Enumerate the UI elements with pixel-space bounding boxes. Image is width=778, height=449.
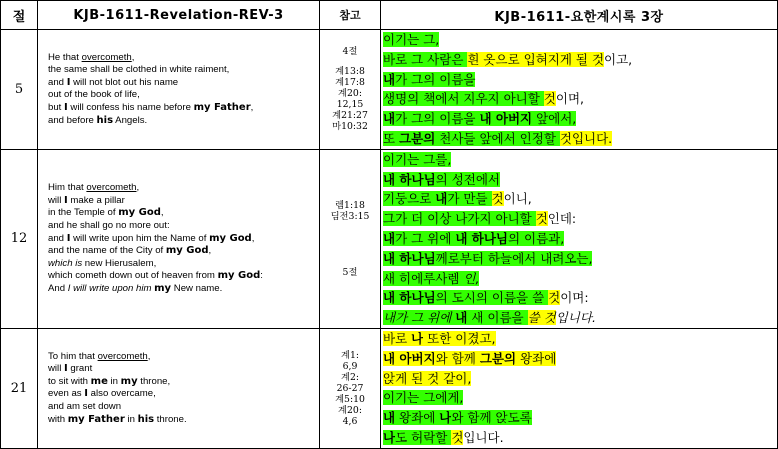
english-line — [48, 195, 319, 208]
text-segment: even as — [48, 388, 85, 400]
text-segment: Angels. — [113, 114, 148, 126]
text-segment: 인데: — [547, 211, 577, 227]
text-segment: 앉게 된 것 같이, — [383, 370, 472, 386]
text-segment: 가 그의 이름을 — [395, 71, 476, 87]
english-line — [48, 52, 319, 65]
text-segment: will — [48, 363, 64, 375]
text-segment: , — [131, 51, 135, 63]
text-segment: grant — [67, 363, 93, 375]
english-line — [48, 77, 319, 90]
text-segment: 내 — [383, 111, 396, 127]
text-segment: 와 함께 앉도록 — [451, 410, 532, 426]
text-segment: and before — [48, 114, 97, 126]
verse-column-header: 절 — [1, 1, 38, 30]
english-line — [48, 258, 319, 271]
korean-text — [381, 30, 778, 150]
text-segment: 것 — [548, 290, 561, 306]
text-segment: 흰 옷으로 입혀지게 될 것 — [467, 51, 605, 67]
korean-line — [383, 288, 777, 308]
korean-line — [383, 209, 777, 229]
english-line — [48, 115, 319, 128]
korean-line — [383, 269, 777, 289]
text-segment: : — [260, 270, 263, 282]
reference-line: 계20: — [338, 88, 362, 100]
text-segment: me — [90, 375, 108, 387]
reference-line: 5절 — [342, 266, 358, 278]
text-segment: overcometh — [97, 350, 148, 362]
text-segment: 인, — [463, 270, 480, 286]
reference-line: 계5:10 — [335, 393, 365, 405]
text-segment: 내 하나님 — [383, 250, 436, 266]
text-segment: New name. — [171, 282, 223, 294]
text-segment: 내 — [383, 71, 396, 87]
korean-line — [383, 189, 777, 209]
text-segment: my God — [217, 270, 261, 282]
text-segment: 새 히에루사렘 — [383, 270, 464, 286]
text-segment: 생명의 책에서 지우지 아니할 — [383, 91, 544, 107]
text-segment: 이기는 그, — [383, 32, 440, 47]
english-line — [48, 270, 319, 283]
verse-number: 5 — [1, 30, 38, 150]
text-segment: 나 — [439, 410, 452, 426]
text-segment: 내 — [383, 410, 396, 426]
text-segment: 의 성전에서 — [435, 171, 501, 187]
text-segment: 내 — [455, 310, 468, 326]
text-segment: 내 아버지 — [383, 350, 436, 366]
english-text — [38, 30, 320, 150]
english-line — [48, 182, 319, 195]
reference-spacer — [320, 240, 380, 249]
korean-line — [383, 150, 777, 170]
english-line — [48, 363, 319, 376]
text-segment: 또 — [383, 130, 400, 146]
reference-line: 렘1:18 — [335, 199, 365, 211]
english-line — [48, 388, 319, 401]
text-segment: , — [250, 101, 254, 113]
text-segment: throne, — [137, 375, 171, 387]
text-segment: , — [147, 350, 151, 362]
text-segment: my God — [209, 232, 252, 244]
text-segment: and — [48, 76, 67, 88]
text-segment: He that — [48, 51, 82, 63]
korean-line — [383, 30, 777, 50]
text-segment: I — [66, 76, 71, 88]
text-segment: 이기는 그를, — [383, 151, 452, 167]
text-segment: 쓸 것 — [527, 310, 556, 326]
cross-references — [320, 149, 381, 328]
text-segment: 내 하나님 — [383, 171, 436, 187]
verse-number: 12 — [1, 149, 38, 328]
english-line — [48, 401, 319, 414]
text-segment: 또한 이겼고, — [423, 330, 496, 346]
english-line — [48, 376, 319, 389]
header-row — [1, 1, 778, 30]
text-segment: I — [66, 232, 71, 244]
reference-line: 6,9 — [342, 360, 358, 372]
text-segment: 내 하나님 — [455, 230, 508, 246]
text-segment: his — [137, 413, 155, 425]
text-segment: 천사들 앞에서 인정할 — [435, 130, 560, 146]
text-segment: my Father — [193, 101, 251, 113]
english-line — [48, 102, 319, 115]
reference-line: 4절 — [342, 46, 358, 58]
text-segment: my Father — [67, 413, 125, 425]
text-segment: my — [120, 375, 138, 387]
korean-line — [383, 109, 777, 129]
cross-references — [320, 30, 381, 150]
reference-line: 딤전3:15 — [330, 210, 370, 222]
text-segment: which is — [48, 257, 83, 269]
text-segment: my God — [165, 245, 209, 257]
text-segment: 그분의 — [479, 350, 517, 366]
text-segment: 것입니다. — [559, 130, 613, 146]
text-segment: will confess his name before — [67, 101, 194, 113]
text-segment: and the name of the City of — [48, 245, 166, 257]
text-segment: I — [84, 388, 89, 400]
text-segment: I — [64, 101, 68, 113]
korean-line — [383, 229, 777, 249]
text-segment: 새 이름을 — [467, 310, 528, 326]
text-segment: in the Temple of — [48, 207, 119, 219]
text-segment: 입니다. — [555, 310, 596, 326]
reference-line: 계2: — [340, 371, 360, 383]
text-segment: will — [48, 194, 64, 206]
text-segment: 내 아버지 — [479, 111, 533, 127]
text-segment: 내 — [435, 191, 448, 207]
text-segment: 의 이름과, — [507, 230, 565, 246]
korean-line — [383, 170, 777, 190]
text-segment: overcometh — [86, 182, 137, 194]
reference-spacer — [320, 258, 380, 267]
text-segment: in — [124, 413, 138, 425]
text-segment: 그가 더 이상 나가지 아니할 — [383, 211, 536, 227]
korean-line — [383, 428, 777, 448]
reference-spacer — [320, 222, 380, 231]
english-line — [48, 220, 319, 233]
text-segment: in — [107, 375, 121, 387]
text-segment: 바로 그 사람은 — [383, 51, 468, 67]
text-segment: new Hierusalem, — [82, 257, 157, 269]
text-segment: 이니, — [503, 191, 532, 207]
text-segment: overcometh — [81, 51, 132, 63]
text-segment: Him that — [48, 182, 87, 194]
text-segment: 가 그 위에 — [395, 230, 456, 246]
english-text — [38, 149, 320, 328]
text-segment: 앞에서, — [532, 111, 577, 127]
korean-line — [383, 50, 777, 70]
text-segment: 가 그의 이름을 — [395, 111, 480, 127]
text-segment: , — [160, 207, 164, 219]
reference-line: 26-27 — [336, 382, 364, 394]
text-segment: I — [64, 363, 68, 375]
text-segment: 것 — [543, 91, 556, 107]
text-segment: 와 함께 — [435, 350, 480, 366]
verse-row — [1, 149, 778, 328]
cross-references — [320, 328, 381, 448]
text-segment: out of the book of life, — [48, 89, 140, 101]
text-segment: to sit with — [48, 375, 91, 387]
text-segment: , — [136, 182, 140, 194]
english-line — [48, 207, 319, 220]
verse-row — [1, 328, 778, 448]
text-segment: And — [48, 282, 68, 294]
text-segment: and am set down — [48, 400, 122, 412]
korean-line — [383, 329, 777, 349]
text-segment: throne. — [154, 413, 187, 425]
text-segment: 것 — [491, 191, 504, 207]
english-line — [48, 351, 319, 364]
reference-line: 12,15 — [336, 99, 364, 111]
text-segment: 기둥으로 — [383, 191, 436, 207]
reference-spacer — [320, 249, 380, 258]
text-segment: , — [208, 245, 212, 257]
text-segment: the same shall be clothed in white raiment, — [48, 64, 230, 76]
text-segment: To him that — [48, 350, 98, 362]
text-segment: I will write upon him — [67, 282, 152, 294]
text-segment: 이고, — [604, 51, 633, 67]
reference-column-header: 참고 — [320, 1, 381, 30]
text-segment: 나 — [383, 429, 396, 445]
text-segment: 그분의 — [399, 130, 436, 146]
text-segment: will not blot out his name — [70, 76, 179, 88]
text-segment: 것 — [451, 429, 464, 445]
text-segment: make a pillar — [67, 194, 125, 206]
reference-line: 마10:32 — [332, 121, 368, 133]
text-segment: 도 허락할 — [395, 429, 452, 445]
text-segment: 의 도시의 이름을 쓸 — [435, 290, 549, 306]
text-segment: 바로 — [383, 330, 412, 346]
korean-line — [383, 249, 777, 269]
text-segment: my — [154, 282, 172, 294]
text-segment: 께로부터 하늘에서 내려오는, — [435, 250, 593, 266]
english-line — [48, 414, 319, 427]
korean-line — [383, 388, 777, 408]
text-segment: his — [96, 114, 114, 126]
english-line — [48, 89, 319, 102]
verse-number: 21 — [1, 328, 38, 448]
text-segment: I — [64, 194, 68, 206]
text-segment: 이며, — [555, 91, 584, 107]
text-segment: 내가 그 위에 — [383, 310, 456, 326]
text-segment: will write upon him the Name of — [70, 232, 210, 244]
english-line — [48, 245, 319, 258]
text-segment: 왕좌에 — [395, 410, 440, 426]
korean-text — [381, 328, 778, 448]
text-segment: 나 — [411, 330, 424, 346]
korean-column-header: KJB-1611-요한계시록 3장 — [381, 1, 778, 30]
korean-line — [383, 129, 777, 149]
english-line — [48, 64, 319, 77]
english-line — [48, 233, 319, 246]
text-segment: 이며: — [560, 290, 589, 306]
text-segment: , — [251, 232, 255, 244]
reference-line: 계1: — [340, 349, 360, 361]
text-segment: 왕좌에 — [516, 350, 557, 366]
text-segment: 내 하나님 — [383, 290, 436, 306]
reference-spacer — [320, 231, 380, 240]
text-segment: 내 — [383, 230, 396, 246]
korean-line — [383, 89, 777, 109]
korean-line — [383, 369, 777, 389]
text-segment: but — [48, 101, 65, 113]
korean-line — [383, 70, 777, 90]
text-segment: with — [48, 413, 68, 425]
reference-line: 계13:8 — [335, 66, 365, 78]
text-segment: 것 — [535, 211, 548, 227]
korean-line — [383, 349, 777, 369]
reference-line: 4,6 — [342, 415, 358, 427]
korean-line — [383, 308, 777, 328]
reference-line: 계20: — [338, 404, 362, 416]
english-column-header: KJB-1611-Revelation-REV-3 — [38, 1, 320, 30]
text-segment: 입니다. — [463, 429, 504, 445]
english-text — [38, 328, 320, 448]
text-segment: and — [48, 232, 67, 244]
korean-line — [383, 408, 777, 428]
korean-text — [381, 149, 778, 328]
text-segment: and he shall go no more out: — [48, 219, 170, 231]
verse-row — [1, 30, 778, 150]
reference-line: 계17:8 — [335, 77, 365, 89]
english-line — [48, 283, 319, 296]
text-segment: 이기는 그에게, — [383, 390, 464, 406]
reference-line: 계21:27 — [332, 110, 368, 122]
text-segment: which cometh down out of heaven from — [48, 270, 218, 282]
text-segment: my God — [118, 207, 161, 219]
text-segment: 가 만들 — [447, 191, 492, 207]
text-segment: also overcame, — [88, 388, 156, 400]
